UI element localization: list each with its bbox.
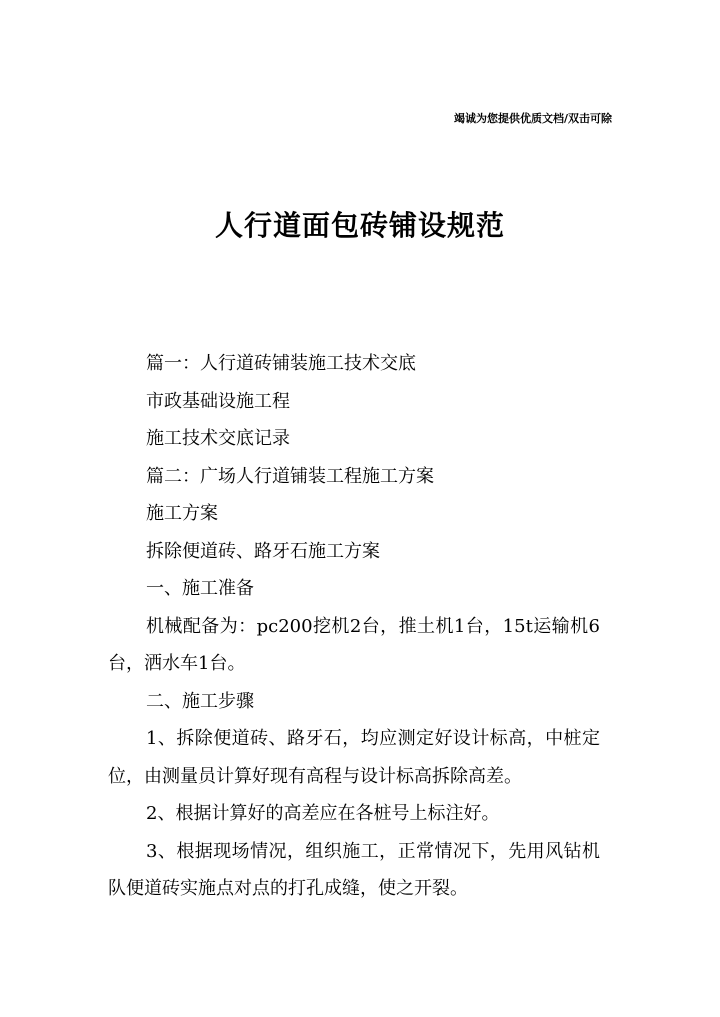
line-chapter-1: 篇一：人行道砖铺装施工技术交底 — [146, 353, 416, 374]
line-construction-plan: 施工方案 — [146, 503, 218, 524]
paragraph-step-2: 2、根据计算好的高差应在各桩号上标注好。 — [146, 803, 500, 824]
document-body — [108, 345, 608, 908]
line-municipal-project: 市政基础设施工程 — [146, 390, 290, 412]
line-chapter-2: 篇二：广场人行道铺装工程施工方案 — [146, 465, 434, 487]
paragraph-step-1: 1、拆除便道砖、路牙石，均应测定好设计标高，中桩定位，由测量员计算好现有高程与设计标高拆除高差。 — [108, 728, 600, 787]
heading-preparation: 一、施工准备 — [146, 578, 254, 599]
document-title: 人行道面包砖铺设规范 — [214, 209, 505, 242]
paragraph-machinery: 机械配备为：pc200挖机2台，推土机1台，15t运输机6台，洒水车1台。 — [108, 615, 600, 674]
line-briefing-record: 施工技术交底记录 — [146, 428, 290, 449]
heading-steps: 二、施工步骤 — [146, 690, 254, 712]
paragraph-step-3: 3、根据现场情况，组织施工，正常情况下，先用风钻机队便道砖实施点对点的打孔成缝，使之开裂。 — [108, 840, 600, 899]
header-watermark: 竭诚为您提供优质文档/双击可除 — [453, 112, 612, 125]
line-demolition-plan: 拆除便道砖、路牙石施工方案 — [146, 540, 380, 562]
